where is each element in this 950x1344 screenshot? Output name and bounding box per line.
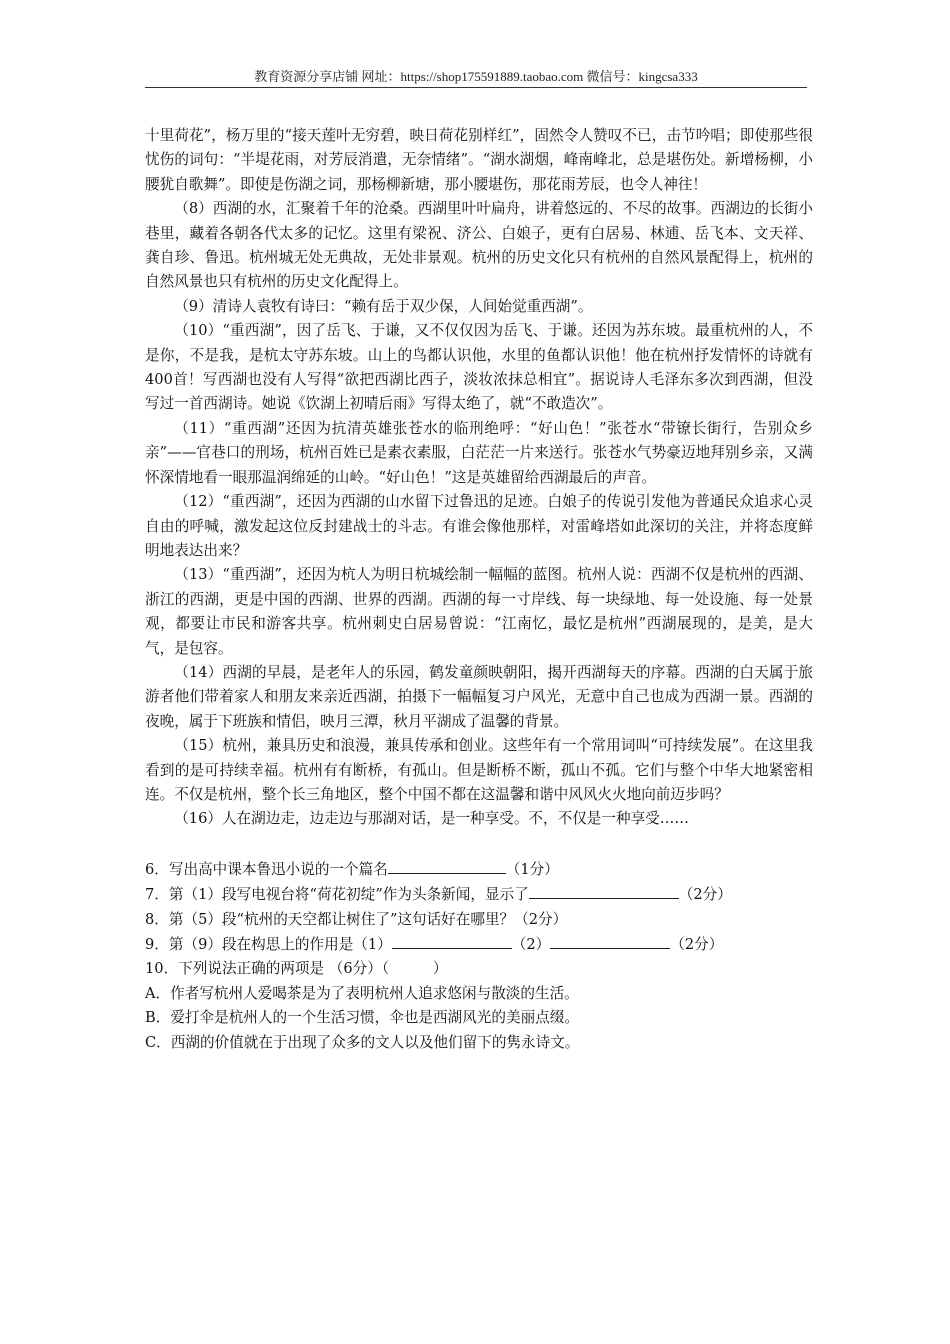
question-7-score: （2分）	[678, 886, 732, 904]
section-gap	[145, 832, 813, 857]
question-9	[145, 932, 813, 957]
question-10: 10．下列说法正确的两项是 （6分）（ ）	[145, 960, 448, 978]
paragraph-11: （11）“重西湖”还因为抗清英雄张苍水的临刑绝呼：“好山色！”张苍水“带镣长街行，告别众乡亲”——官巷口的刑场，杭州百姓已是素衣素服，白茫茫一片来送行。张苍水气势豪迈地拜别乡亲，又满怀深情地看一眼那温润绵延的山岭。“好山色！”这是英雄留给西湖最后的声音。	[145, 419, 813, 486]
page-header: 教育资源分享店铺 网址：https://shop175591889.taobao.com 微信号：kingcsa333	[254, 69, 698, 84]
option-c: C．西湖的价值就在于出现了众多的文人以及他们留下的隽永诗文。	[145, 1033, 580, 1051]
option-b: B．爱打伞是杭州人的一个生活习惯，伞也是西湖风光的美丽点缀。	[145, 1009, 579, 1027]
question-7	[145, 882, 813, 907]
paragraph-10: （10）“重西湖”，因了岳飞、于谦，又不仅仅因为岳飞、于谦。还因为苏东坡。最重杭州的人，不是你，不是我，是杭太守苏东坡。山上的鸟都认识他，水里的鱼都认识他！他在杭州抒发情怀的诗就有400首！写西湖也没有人写得“欲把西湖比西子，淡妆浓抹总相宜”。据说诗人毛泽东多次到西湖，但没写过一首西湖诗。她说《饮湖上初晴后雨》写得太绝了，就“不敢造次”。	[145, 322, 813, 413]
answer-blank-9-2[interactable]	[550, 932, 670, 949]
option-a: A．作者写杭州人爱喝茶是为了表明杭州人追求悠闲与散淡的生活。	[145, 984, 579, 1002]
paragraph-16: （16）人在湖边走，边走边与那湖对话，是一种享受。不，不仅是一种享受……	[174, 810, 689, 828]
question-6-text: 6．写出高中课本鲁迅小说的一个篇名	[145, 860, 388, 878]
answer-blank-9-1[interactable]	[392, 932, 512, 949]
header-divider	[145, 87, 807, 88]
answer-blank-7[interactable]	[529, 882, 679, 899]
paragraph-continuation: 十里荷花”，杨万里的“接天莲叶无穷碧，映日荷花别样红”，固然令人赞叹不已，击节吟唱；即使那些很忧伤的词句：“半堤花雨，对芳辰消遣，无奈情绪”。“湖水湖烟，峰南峰北，总是堪伤处。新增杨柳，小腰犹自歌舞”。即使是伤湖之词，那杨柳新塘，那小腰堪伤，那花雨芳辰，也令人神往！	[145, 127, 813, 193]
paragraph-9: （9）清诗人袁牧有诗曰：“赖有岳于双少保，人间始觉重西湖”。	[174, 297, 593, 315]
question-9-score: （2分）	[670, 936, 724, 953]
question-9-text: 9．第（9）段在构思上的作用是（1）	[145, 936, 392, 953]
article-body	[145, 124, 813, 1055]
paragraph-15: （15）杭州，兼具历史和浪漫，兼具传承和创业。这些年有一个常用词叫“可持续发展”。在这里我看到的是可持续幸福。杭州有有断桥，有孤山。但是断桥不断，孤山不孤。它们与整个中华大地紧密相连。不仅是杭州，整个长三角地区，整个中国不都在这温馨和谐中风风火火地向前迈步吗？	[145, 737, 813, 803]
question-7-text: 7．第（1）段写电视台将“荷花初绽”作为头条新闻，显示了	[145, 886, 529, 904]
answer-blank-6[interactable]	[388, 857, 506, 874]
paragraph-8: （8）西湖的水，汇聚着千年的沧桑。西湖里叶叶扁舟，讲着悠远的、不尽的故事。西湖边的长街小巷里，藏着各朝各代太多的记忆。这里有梁祝、济公、白娘子，更有白居易、林逋、岳飞本、文天祥、龚自珍、鲁迅。杭州城无处无典故，无处非景观。杭州的历史文化只有杭州的自然风景配得上，杭州的自然风景也只有杭州的历史文化配得上。	[145, 200, 813, 291]
paragraph-14: （14）西湖的早晨，是老年人的乐园，鹤发童颜映朝阳，揭开西湖每天的序幕。西湖的白天属于旅游者他们带着家人和朋友来亲近西湖，拍摄下一幅幅复习户风光，无意中自己也成为西湖一景。西湖的夜晚，属于下班族和情侣，映月三潭，秋月平湖成了温馨的背景。	[145, 663, 813, 730]
question-6	[145, 857, 813, 882]
question-8: 8．第（5）段“杭州的天空都让树住了”这句话好在哪里？（2分）	[145, 910, 568, 928]
paragraph-13: （13）“重西湖”，还因为杭人为明日杭城绘制一幅幅的蓝图。杭州人说：西湖不仅是杭州的西湖、浙江的西湖，更是中国的西湖、世界的西湖。西湖的每一寸岸线、每一块绿地、每一处设施、每一处景观，都要让市民和游客共享。杭州刺史白居易曾说：“江南忆，最忆是杭州”西湖展现的，是美，是大气，是包容。	[145, 566, 813, 657]
paragraph-12: （12）“重西湖”，还因为西湖的山水留下过鲁迅的足迹。白娘子的传说引发他为普通民众追求心灵自由的呼喊，激发起这位反封建战士的斗志。有谁会像他那样，对雷峰塔如此深切的关注，并将态度鲜明地表达出来？	[145, 493, 813, 559]
question-9-mid: （2）	[511, 936, 551, 953]
question-6-score: （1分）	[505, 860, 559, 878]
